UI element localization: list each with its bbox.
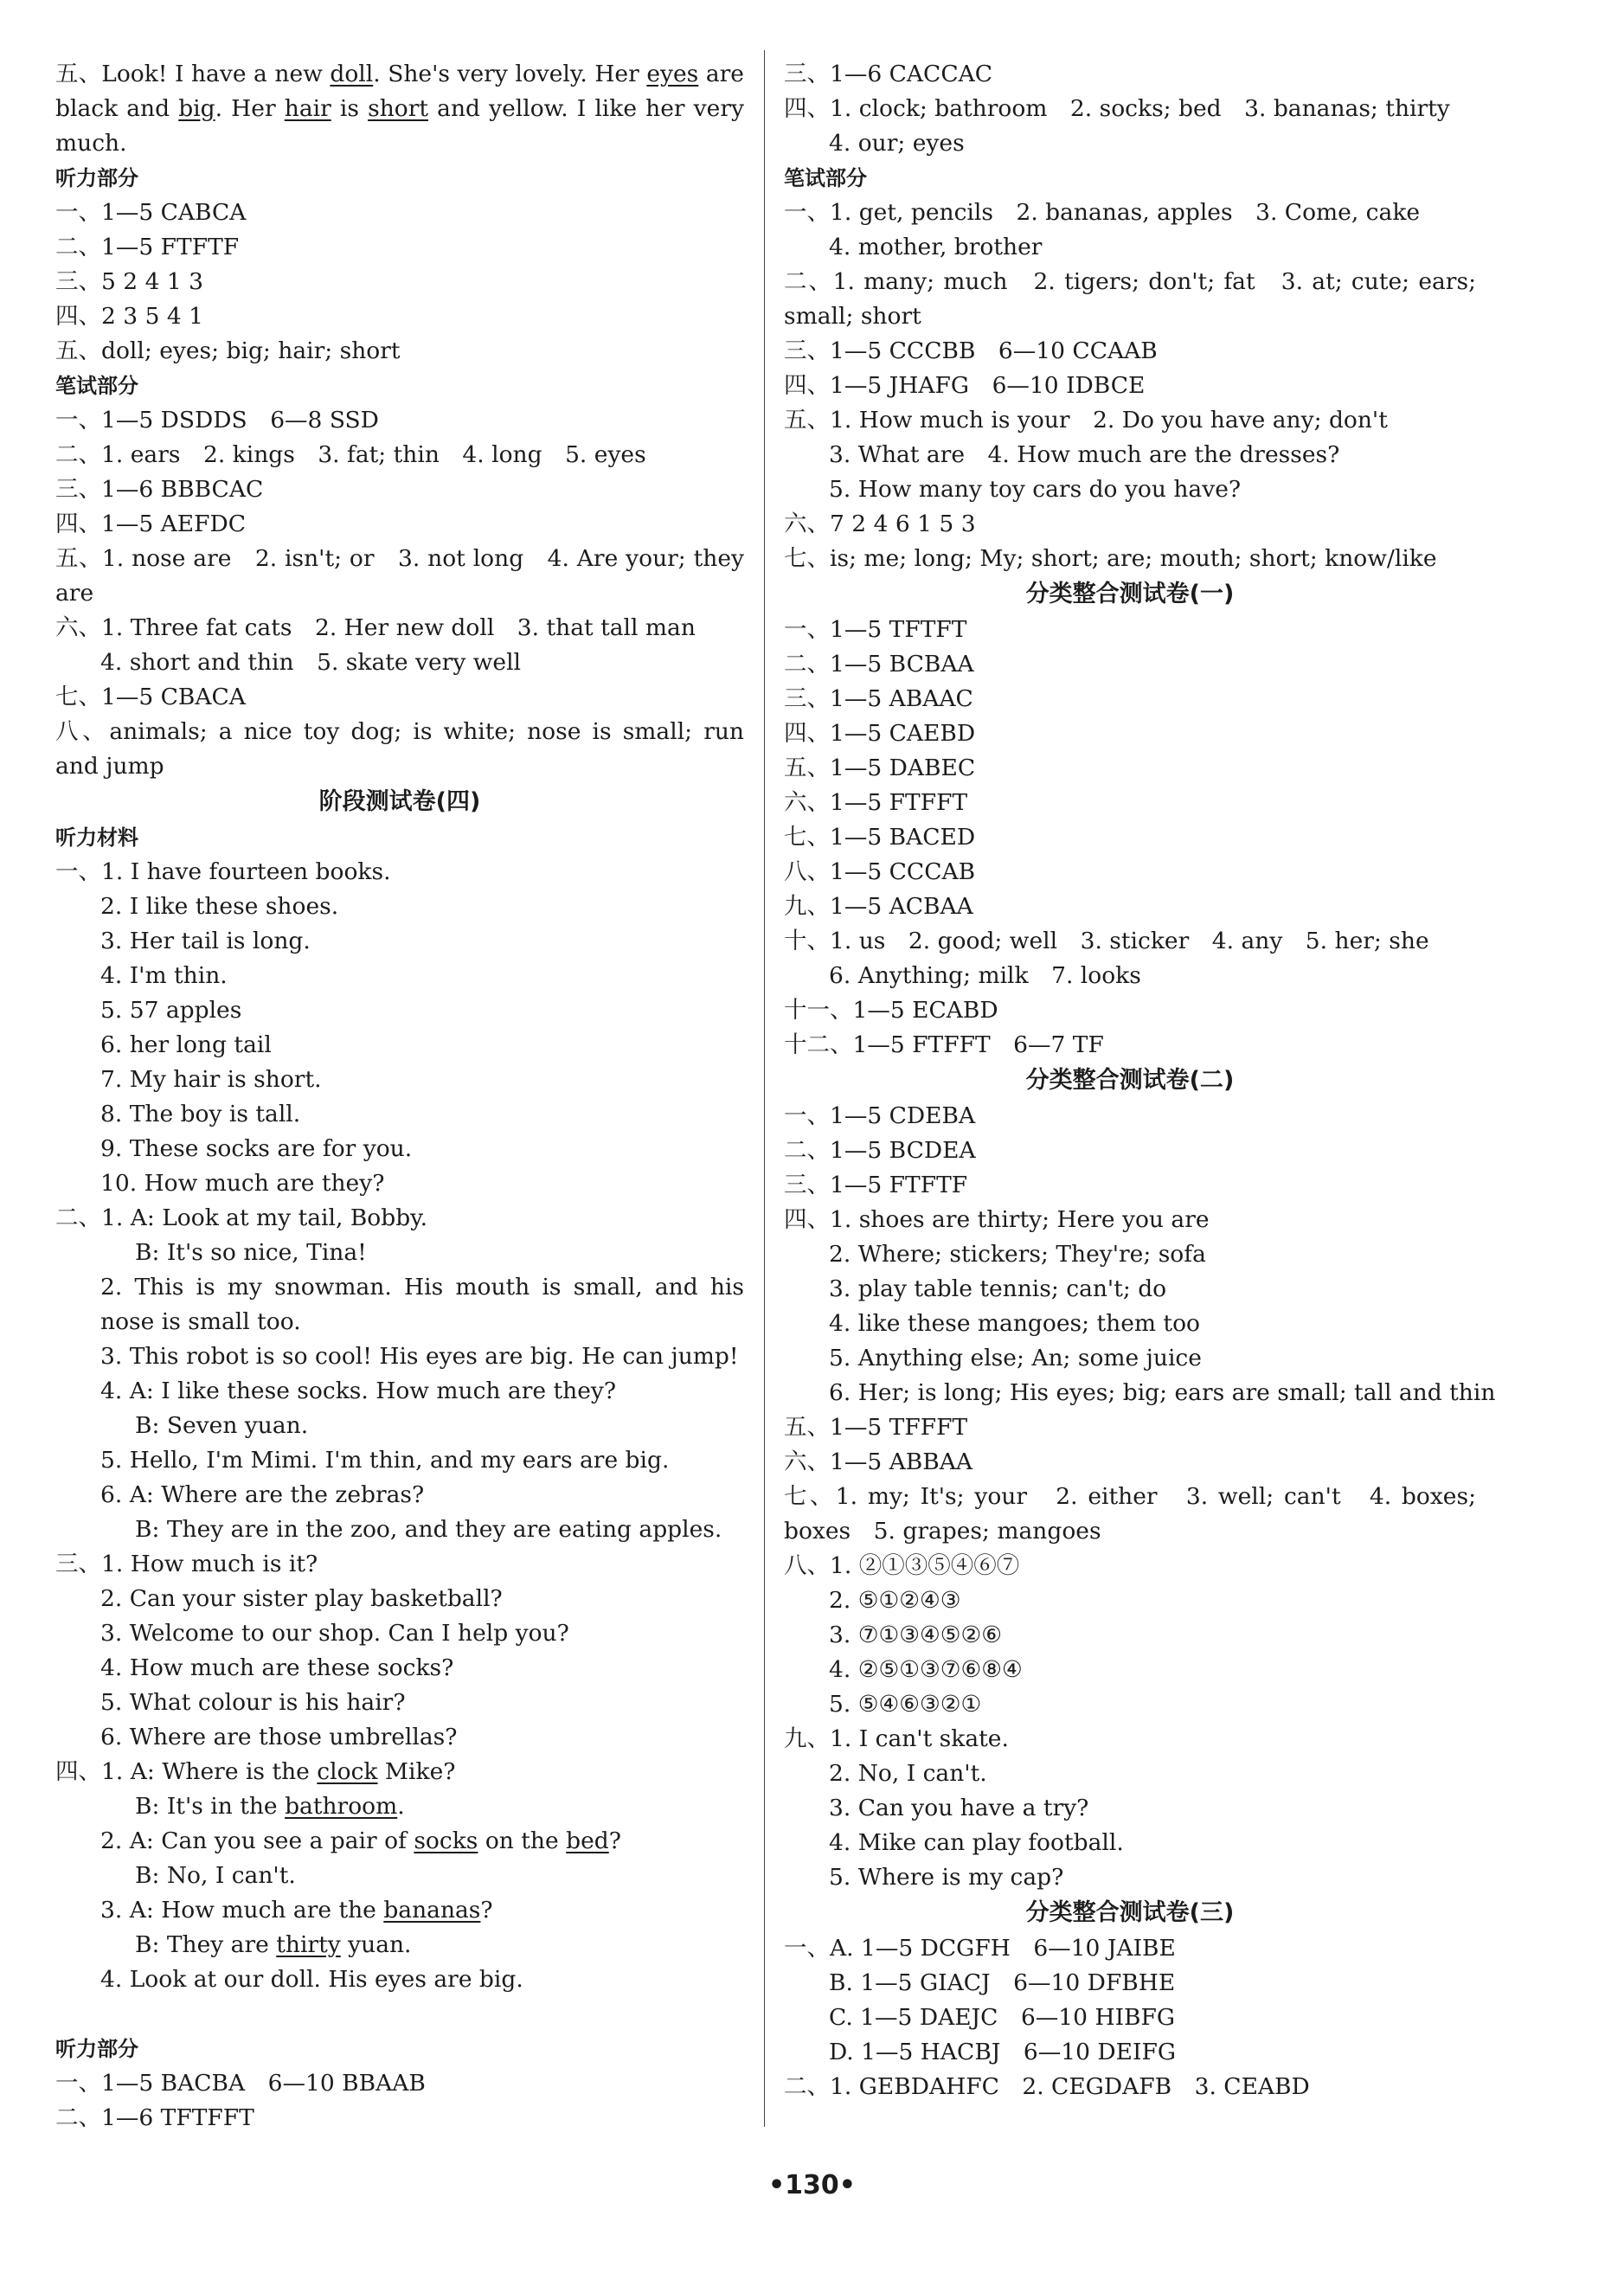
answer-line: 3. What are 4. How much are the dresses?: [829, 441, 1340, 468]
text-segment: .: [397, 1793, 405, 1820]
answer-line: 二、1. ears 2. kings 3. fat; thin 4. long 5. eyes: [55, 441, 646, 468]
answer-line: 十一、1—5 ECABD: [784, 997, 998, 1024]
answer-line: 二、1—6 TFTFFT: [55, 2104, 254, 2131]
answer-line: 2. ⑤①②④③: [829, 1587, 961, 1614]
material-line: 9. These socks are for you.: [100, 1135, 413, 1162]
answer-line: 三、1—6 CACCAC: [784, 61, 993, 87]
answer-line: 4. short and thin 5. skate very well: [100, 649, 522, 676]
answer-line: 二、1. GEBDAHFC 2. CEGDAFB 3. CEABD: [784, 2073, 1310, 2100]
answer-line: 3. play table tennis; can't; do: [829, 1275, 1167, 1302]
answer-line: 二、1—5 FTFTF: [55, 234, 240, 260]
answer-line: 4. like these mangoes; them too: [829, 1310, 1200, 1337]
section-heading: 笔试部分: [784, 166, 867, 190]
answer-line: 5. Where is my cap?: [829, 1864, 1064, 1891]
material-line: 5. What colour is his hair?: [100, 1689, 406, 1716]
answer-line: 一、1. get, pencils 2. bananas, apples 3. Come, cake: [784, 199, 1421, 226]
material-line: 4. Look at our doll. His eyes are big.: [100, 1966, 523, 1993]
material-line: 5. Hello, I'm Mimi. I'm thin, and my ears are big.: [100, 1447, 670, 1474]
answer-line: 五、doll; eyes; big; hair; short: [55, 337, 401, 364]
answer-line: 九、1—5 ACBAA: [784, 893, 973, 920]
underlined-word: eyes: [646, 61, 699, 87]
text-segment: . Her: [215, 95, 276, 122]
underlined-word: bananas: [383, 1897, 481, 1924]
material-line: [55, 1824, 744, 1859]
right-column: [784, 57, 1496, 2104]
answer-line: 2. Where; stickers; They're; sofa: [829, 1241, 1206, 1268]
answer-line: 4. our; eyes: [829, 130, 965, 157]
underlined-word: doll: [330, 61, 374, 87]
answer-line: 五、1. nose are 2. isn't; or 3. not long 4. Are your; they are: [55, 545, 744, 607]
material-line: 2. I like these shoes.: [100, 893, 339, 920]
material-line: 3. Her tail is long.: [100, 928, 311, 954]
answer-line: 二、1—5 BCDEA: [784, 1137, 976, 1164]
text-segment: B: They are: [135, 1931, 269, 1958]
underlined-word: bed: [566, 1827, 609, 1854]
left-column: [55, 57, 744, 2136]
text-segment: yuan.: [348, 1931, 412, 1958]
answer-line: 5. How many toy cars do you have?: [829, 476, 1242, 503]
text-segment: on the: [485, 1827, 559, 1854]
text-segment: ?: [608, 1827, 621, 1854]
answer-line: 七、1—5 BACED: [784, 824, 976, 851]
material-line: 7. My hair is short.: [100, 1066, 322, 1093]
answer-line: 5. ⑤④⑥③②①: [829, 1691, 982, 1718]
answer-line: 四、1. shoes are thirty; Here you are: [784, 1206, 1210, 1233]
answer-line: 4. Mike can play football.: [829, 1829, 1124, 1856]
answer-line: 三、1—6 BBBCAC: [55, 476, 264, 503]
answer-line: 三、5 2 4 1 3: [55, 268, 203, 295]
answer-line: 4. ②⑤①③⑦⑥⑧④: [829, 1656, 1023, 1683]
answer-line: 2. No, I can't.: [829, 1760, 987, 1787]
section-heading: 听力部分: [55, 2037, 138, 2061]
material-line: 二、1. A: Look at my tail, Bobby.: [55, 1204, 428, 1231]
answer-line: 一、A. 1—5 DCGFH 6—10 JAIBE: [784, 1935, 1176, 1962]
answer-line: [55, 57, 744, 161]
section-heading: 笔试部分: [55, 374, 138, 398]
text-segment: is: [339, 95, 359, 122]
underlined-word: big: [178, 95, 215, 122]
answer-line: 二、1—5 BCBAA: [784, 651, 974, 678]
answer-line: 六、1—5 ABBAA: [784, 1448, 973, 1475]
text-segment: and yellow. I like her very much.: [55, 95, 744, 157]
answer-line: 五、1. How much is your 2. Do you have any; don't: [784, 407, 1388, 434]
material-line: 10. How much are they?: [100, 1170, 385, 1197]
section-heading: 听力部分: [55, 166, 138, 190]
answer-line: C. 1—5 DAEJC 6—10 HIBFG: [829, 2004, 1176, 2031]
text-segment: 五、Look! I have a new: [55, 61, 323, 87]
underlined-word: hair: [284, 95, 331, 122]
answer-line: 5. Anything else; An; some juice: [829, 1345, 1202, 1371]
text-segment: B: It's in the: [135, 1793, 278, 1820]
answer-line: 一、1—5 CDEBA: [784, 1102, 976, 1129]
material-line: [55, 1928, 744, 1962]
text-segment: ?: [480, 1897, 493, 1924]
material-line: 2. This is my snowman. His mouth is small, and his nose is small too.: [100, 1274, 744, 1335]
underlined-word: socks: [414, 1827, 478, 1854]
answer-line: 3. Can you have a try?: [829, 1795, 1089, 1821]
text-segment: 2. A: Can you see a pair of: [100, 1827, 407, 1854]
answer-line: 十、1. us 2. good; well 3. sticker 4. any 5. her; she: [784, 928, 1429, 954]
material-line: 3. This robot is so cool! His eyes are big. He can jump!: [100, 1343, 739, 1370]
section-heading: 听力材料: [55, 825, 138, 850]
answer-line: 6. Anything; milk 7. looks: [829, 962, 1141, 989]
answer-line: 四、1. clock; bathroom 2. socks; bed 3. bananas; thirty: [784, 95, 1450, 122]
answer-line: 八、animals; a nice toy dog; is white; nose is small; run and jump: [55, 718, 744, 780]
answer-line: 十二、1—5 FTFFT 6—7 TF: [784, 1031, 1104, 1058]
answer-line: 八、1. ②①③⑤④⑥⑦: [784, 1552, 1020, 1579]
answer-line: 五、1—5 DABEC: [784, 755, 976, 781]
answer-line: 一、1—5 BACBA 6—10 BBAAB: [55, 2070, 426, 2097]
material-line: [55, 1789, 744, 1824]
underlined-word: thirty: [276, 1931, 341, 1958]
spacer: [55, 1997, 744, 2032]
answer-line: 三、1—5 FTFTF: [784, 1172, 968, 1198]
test-title: 分类整合测试卷(三): [1025, 1899, 1235, 1926]
answer-line: 四、1—5 JHAFG 6—10 IDBCE: [784, 372, 1146, 399]
answer-line: 二、1. many; much 2. tigers; don't; fat 3. at; cute; ears; small; short: [784, 268, 1476, 330]
material-line: B: It's so nice, Tina!: [135, 1239, 367, 1266]
answer-line: 六、1—5 FTFFT: [784, 789, 968, 816]
material-line: [55, 1755, 744, 1789]
material-line: 6. Where are those umbrellas?: [100, 1724, 458, 1750]
text-segment: Mike?: [384, 1758, 456, 1785]
answer-line: 3. ⑦①③④⑤②⑥: [829, 1622, 1003, 1648]
underlined-word: clock: [317, 1758, 378, 1785]
text-segment: 3. A: How much are the: [100, 1897, 376, 1924]
answer-line: D. 1—5 HACBJ 6—10 DEIFG: [829, 2039, 1177, 2065]
material-line: B: No, I can't.: [135, 1862, 296, 1889]
material-line: 3. Welcome to our shop. Can I help you?: [100, 1620, 569, 1647]
answer-line: 七、is; me; long; My; short; are; mouth; short; know/like: [784, 545, 1437, 572]
text-segment: . She's very lovely. Her: [373, 61, 639, 87]
answer-line: 一、1—5 CABCA: [55, 199, 247, 226]
answer-line: 4. mother, brother: [829, 234, 1043, 260]
answer-line: 一、1—5 DSDDS 6—8 SSD: [55, 407, 379, 434]
material-line: 2. Can your sister play basketball?: [100, 1585, 503, 1612]
column-divider: [764, 50, 765, 2127]
answer-line: 四、1—5 AEFDC: [55, 511, 247, 537]
answer-line: 一、1—5 TFTFT: [784, 616, 967, 643]
answer-line: 三、1—5 CCCBB 6—10 CCAAB: [784, 337, 1158, 364]
material-line: 4. I'm thin.: [100, 962, 228, 989]
material-line: 8. The boy is tall.: [100, 1101, 301, 1127]
material-line: 三、1. How much is it?: [55, 1551, 318, 1577]
answer-line: 6. Her; is long; His eyes; big; ears are small; tall and thin: [829, 1379, 1496, 1406]
underlined-word: bathroom: [285, 1793, 398, 1820]
answer-line: 四、1—5 CAEBD: [784, 720, 976, 747]
material-line: 6. her long tail: [100, 1031, 272, 1058]
answer-line: 七、1—5 CBACA: [55, 684, 246, 710]
answer-line: 七、1. my; It's; your 2. either 3. well; can't 4. boxes; boxes 5. grapes; mangoes: [784, 1483, 1476, 1545]
material-line: 一、1. I have fourteen books.: [55, 858, 391, 885]
answer-line: 八、1—5 CCCAB: [784, 858, 976, 885]
text-segment: are black and: [55, 61, 744, 122]
material-line: 4. How much are these socks?: [100, 1654, 454, 1681]
answer-line: 六、7 2 4 6 1 5 3: [784, 511, 976, 537]
answer-line: 六、1. Three fat cats 2. Her new doll 3. that tall man: [55, 614, 696, 641]
answer-line: 四、2 3 5 4 1: [55, 303, 203, 330]
answer-line: 五、1—5 TFFFT: [784, 1414, 968, 1441]
material-line: [55, 1893, 744, 1928]
answer-line: 九、1. I can't skate.: [784, 1725, 1009, 1752]
underlined-word: short: [368, 95, 429, 122]
material-line: 5. 57 apples: [100, 997, 242, 1024]
test-title: 阶段测试卷(四): [318, 788, 481, 815]
material-line: B: Seven yuan.: [135, 1412, 309, 1439]
answer-line: B. 1—5 GIACJ 6—10 DFBHE: [829, 1969, 1176, 1996]
test-title: 分类整合测试卷(一): [1025, 581, 1235, 607]
page-number: •130•: [768, 2170, 856, 2200]
answer-line: 三、1—5 ABAAC: [784, 685, 973, 712]
material-line: 6. A: Where are the zebras?: [100, 1481, 425, 1508]
material-line: B: They are in the zoo, and they are eating apples.: [135, 1516, 722, 1543]
material-line: 4. A: I like these socks. How much are they?: [100, 1378, 617, 1404]
test-title: 分类整合测试卷(二): [1025, 1067, 1235, 1094]
text-segment: 四、1. A: Where is the: [55, 1758, 310, 1785]
